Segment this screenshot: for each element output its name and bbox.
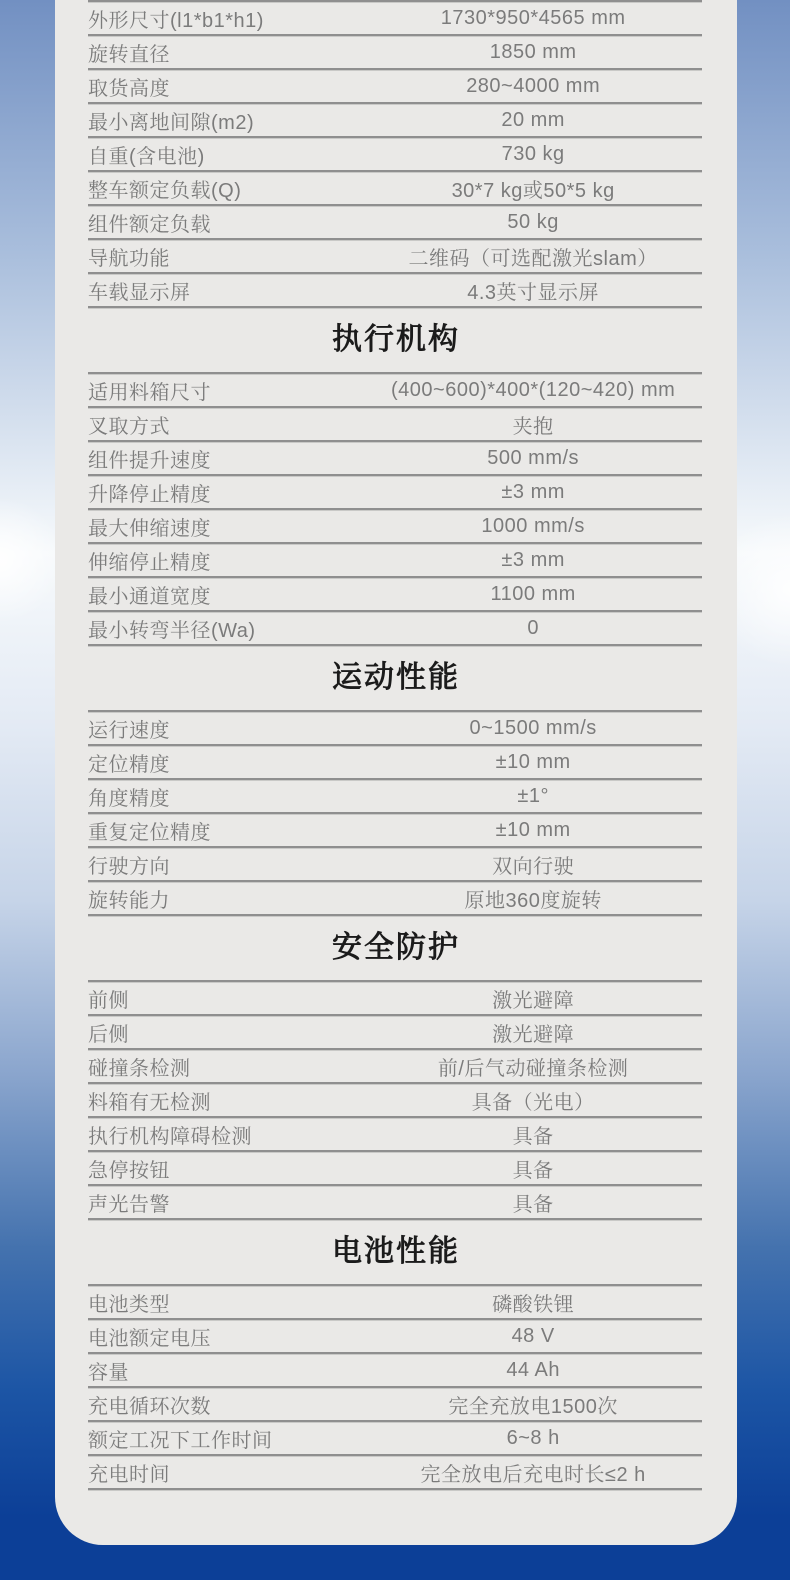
spec-value: 磷酸铁锂 — [492, 1293, 575, 1316]
spec-value: 30*7 kg或50*5 kg — [451, 179, 615, 202]
spec-value: 激光避障 — [492, 1023, 575, 1046]
spec-table — [88, 372, 702, 646]
spec-row — [88, 2, 702, 36]
spec-sheet-panel — [55, 0, 737, 1545]
spec-label: 电池额定电压 — [88, 1327, 211, 1350]
spec-value: 20 mm — [501, 108, 565, 131]
spec-row — [88, 1152, 702, 1186]
spec-label: 前侧 — [88, 989, 129, 1012]
spec-label: 适用料箱尺寸 — [88, 381, 211, 404]
spec-label: 最大伸缩速度 — [88, 517, 211, 540]
spec-label: 容量 — [88, 1361, 129, 1384]
spec-value: 0 — [527, 616, 539, 639]
spec-row — [88, 442, 702, 476]
spec-label: 叉取方式 — [88, 415, 170, 438]
section-title: 电池性能 — [332, 1235, 460, 1268]
spec-section — [55, 660, 737, 916]
spec-value: 50 kg — [507, 210, 559, 233]
spec-table — [88, 0, 702, 308]
spec-label: 重复定位精度 — [88, 821, 211, 844]
spec-section — [55, 322, 737, 646]
spec-label: 角度精度 — [88, 787, 170, 810]
spec-row — [88, 1422, 702, 1456]
spec-value: ±1° — [517, 784, 549, 807]
spec-row — [88, 1456, 702, 1490]
spec-table — [88, 1284, 702, 1490]
section-title: 执行机构 — [332, 323, 460, 356]
spec-row — [88, 374, 702, 408]
spec-row — [88, 104, 702, 138]
spec-section — [55, 0, 737, 308]
spec-label: 导航功能 — [88, 247, 170, 270]
spec-label: 急停按钮 — [88, 1159, 170, 1182]
spec-label: 整车额定负载(Q) — [88, 179, 242, 202]
spec-row — [88, 138, 702, 172]
spec-label: 执行机构障碍检测 — [88, 1125, 252, 1148]
spec-value: 1100 mm — [490, 582, 576, 605]
spec-value: ±10 mm — [495, 750, 571, 773]
spec-row — [88, 408, 702, 442]
spec-value: 0~1500 mm/s — [469, 716, 597, 739]
spec-row — [88, 240, 702, 274]
spec-value: 激光避障 — [492, 989, 575, 1012]
spec-label: 组件额定负载 — [88, 213, 211, 236]
spec-label: 最小转弯半径(Wa) — [88, 619, 256, 642]
spec-row — [88, 544, 702, 578]
spec-row — [88, 1050, 702, 1084]
section-title: 运动性能 — [332, 661, 460, 694]
spec-label: 额定工况下工作时间 — [88, 1429, 273, 1452]
spec-row — [88, 206, 702, 240]
spec-label: 料箱有无检测 — [88, 1091, 211, 1114]
spec-value: 48 V — [511, 1324, 555, 1347]
spec-row — [88, 746, 702, 780]
spec-label: 取货高度 — [88, 77, 170, 100]
spec-value: 具备 — [512, 1193, 554, 1216]
spec-value: 具备 — [512, 1159, 554, 1182]
spec-label: 升降停止精度 — [88, 483, 211, 506]
spec-row — [88, 780, 702, 814]
spec-label: 自重(含电池) — [88, 145, 205, 168]
spec-value: 1730*950*4565 mm — [440, 6, 626, 29]
spec-section — [55, 1234, 737, 1490]
spec-label: 声光告警 — [88, 1193, 170, 1216]
spec-row — [88, 70, 702, 104]
spec-label: 组件提升速度 — [88, 449, 211, 472]
spec-row — [88, 1388, 702, 1422]
spec-value: 完全放电后充电时长≤2 h — [420, 1463, 646, 1486]
spec-value: 原地360度旋转 — [464, 889, 602, 912]
spec-value: 二维码（可选配激光slam） — [408, 247, 658, 270]
spec-row — [88, 1118, 702, 1152]
spec-value: 具备 — [512, 1125, 554, 1148]
spec-label: 后侧 — [88, 1023, 129, 1046]
spec-label: 最小通道宽度 — [88, 585, 211, 608]
spec-label: 充电循环次数 — [88, 1395, 211, 1418]
spec-label: 车载显示屏 — [88, 281, 191, 304]
spec-row — [88, 712, 702, 746]
spec-label: 充电时间 — [88, 1463, 170, 1486]
spec-row — [88, 1354, 702, 1388]
spec-value: 夹抱 — [512, 415, 554, 438]
section-title: 安全防护 — [332, 931, 460, 964]
spec-label: 伸缩停止精度 — [88, 551, 211, 574]
spec-row — [88, 36, 702, 70]
spec-sections — [55, 0, 737, 1490]
spec-section — [55, 930, 737, 1220]
spec-value: 280~4000 mm — [466, 74, 601, 97]
spec-value: 44 Ah — [506, 1358, 560, 1381]
spec-value: 1850 mm — [489, 40, 577, 63]
spec-row — [88, 982, 702, 1016]
spec-label: 最小离地间隙(m2) — [88, 111, 255, 134]
spec-value: 1000 mm/s — [481, 514, 585, 537]
spec-value: 6~8 h — [506, 1426, 560, 1449]
spec-value: 完全充放电1500次 — [448, 1395, 618, 1418]
spec-row — [88, 578, 702, 612]
spec-value: ±3 mm — [501, 480, 565, 503]
spec-table — [88, 710, 702, 916]
spec-row — [88, 882, 702, 916]
spec-row — [88, 274, 702, 308]
spec-row — [88, 814, 702, 848]
spec-label: 行驶方向 — [88, 855, 170, 878]
spec-table — [88, 980, 702, 1220]
spec-row — [88, 1084, 702, 1118]
spec-label: 旋转能力 — [88, 889, 170, 912]
spec-label: 碰撞条检测 — [88, 1057, 191, 1080]
spec-value: ±3 mm — [501, 548, 565, 571]
spec-row — [88, 1320, 702, 1354]
spec-label: 外形尺寸(l1*b1*h1) — [88, 9, 264, 32]
spec-value: ±10 mm — [495, 818, 571, 841]
spec-row — [88, 476, 702, 510]
spec-row — [88, 1016, 702, 1050]
spec-row — [88, 612, 702, 646]
spec-value: 4.3英寸显示屏 — [467, 281, 600, 304]
spec-label: 定位精度 — [88, 753, 170, 776]
spec-label: 电池类型 — [88, 1293, 170, 1316]
spec-row — [88, 1286, 702, 1320]
spec-row — [88, 848, 702, 882]
spec-value: 500 mm/s — [487, 446, 580, 469]
spec-row — [88, 510, 702, 544]
spec-value: 730 kg — [501, 142, 565, 165]
spec-row — [88, 172, 702, 206]
spec-value: (400~600)*400*(120~420) mm — [391, 378, 676, 401]
spec-label: 运行速度 — [88, 719, 170, 742]
spec-value: 双向行驶 — [492, 855, 575, 878]
spec-value: 具备（光电） — [471, 1091, 595, 1114]
spec-label: 旋转直径 — [88, 43, 170, 66]
spec-value: 前/后气动碰撞条检测 — [437, 1057, 629, 1080]
spec-row — [88, 1186, 702, 1220]
